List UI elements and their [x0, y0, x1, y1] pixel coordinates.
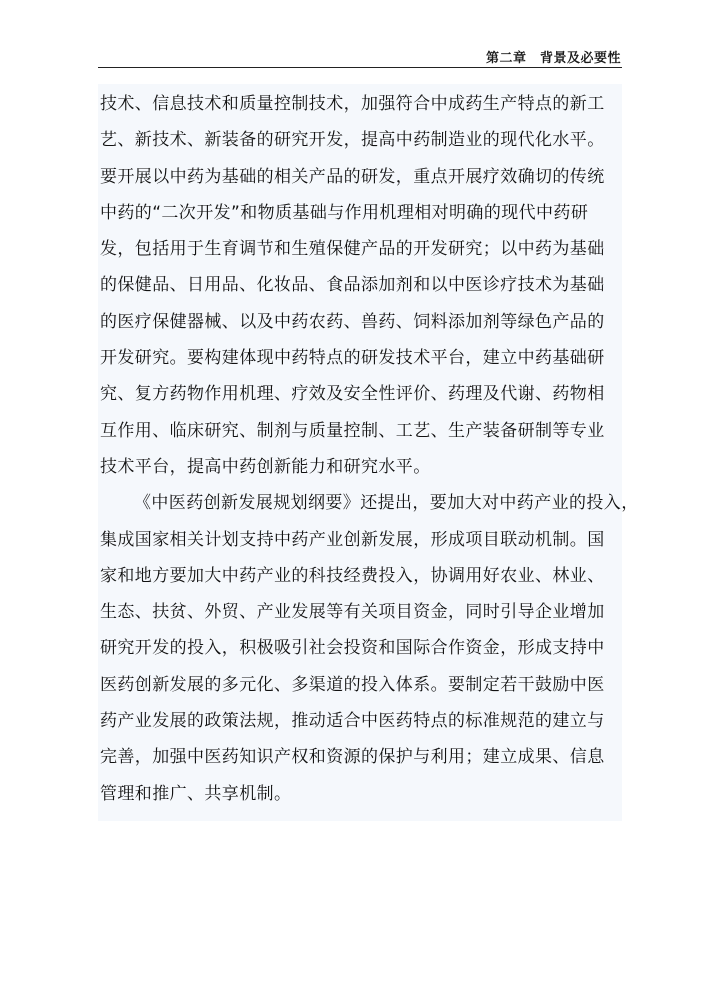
- text-line: 管理和推广、共享机制。: [100, 783, 292, 804]
- text-line: 集成国家相关计划支持中药产业创新发展，形成项目联动机制。国: [100, 529, 605, 550]
- text-line: 的保健品、日用品、化妆品、食品添加剂和以中医诊疗技术为基础: [100, 275, 605, 296]
- text-line: 中药的“二次开发”和物质基础与作用机理相对明确的现代中药研: [100, 202, 589, 223]
- page-header-title: 第二章 背景及必要性: [485, 51, 621, 66]
- text-line: 家和地方要加大中药产业的科技经费投入，协调用好农业、林业、: [100, 565, 605, 586]
- text-line: 技术平台，提高中药创新能力和研究水平。: [100, 456, 431, 477]
- text-line: 医药创新发展的多元化、多渠道的投入体系。要制定若干鼓励中医: [100, 674, 605, 695]
- text-line: 艺、新技术、新装备的研究开发，提高中药制造业的现代化水平。: [100, 130, 605, 151]
- text-line: 互作用、临床研究、制剂与质量控制、工艺、生产装备研制等专业: [100, 420, 605, 441]
- text-line: 开发研究。要构建体现中药特点的研发技术平台，建立中药基础研: [100, 348, 605, 369]
- text-line: 发，包括用于生育调节和生殖保健产品的开发研究；以中药为基础: [100, 239, 605, 260]
- header-divider: [98, 67, 622, 68]
- text-line: 的医疗保健器械、以及中药农药、兽药、饲料添加剂等绿色产品的: [100, 311, 605, 332]
- document-body: [100, 86, 639, 812]
- text-line: 究、复方药物作用机理、疗效及安全性评价、药理及代谢、药物相: [100, 384, 605, 405]
- text-line: 技术、信息技术和质量控制技术，加强符合中成药生产特点的新工: [100, 94, 605, 114]
- text-line: 完善，加强中医药知识产权和资源的保护与利用；建立成果、信息: [100, 747, 605, 768]
- text-line: 药产业发展的政策法规，推动适合中医药特点的标准规范的建立与: [100, 711, 605, 732]
- paragraph-start-line: 《中医药创新发展规划纲要》还提出，要加大对中药产业的投入，: [134, 493, 639, 514]
- text-line: 生态、扶贫、外贸、产业发展等有关项目资金，同时引导企业增加: [100, 602, 605, 623]
- text-line: 要开展以中药为基础的相关产品的研发，重点开展疗效确切的传统: [100, 166, 605, 187]
- text-line: 研究开发的投入，积极吸引社会投资和国际合作资金，形成支持中: [100, 638, 605, 659]
